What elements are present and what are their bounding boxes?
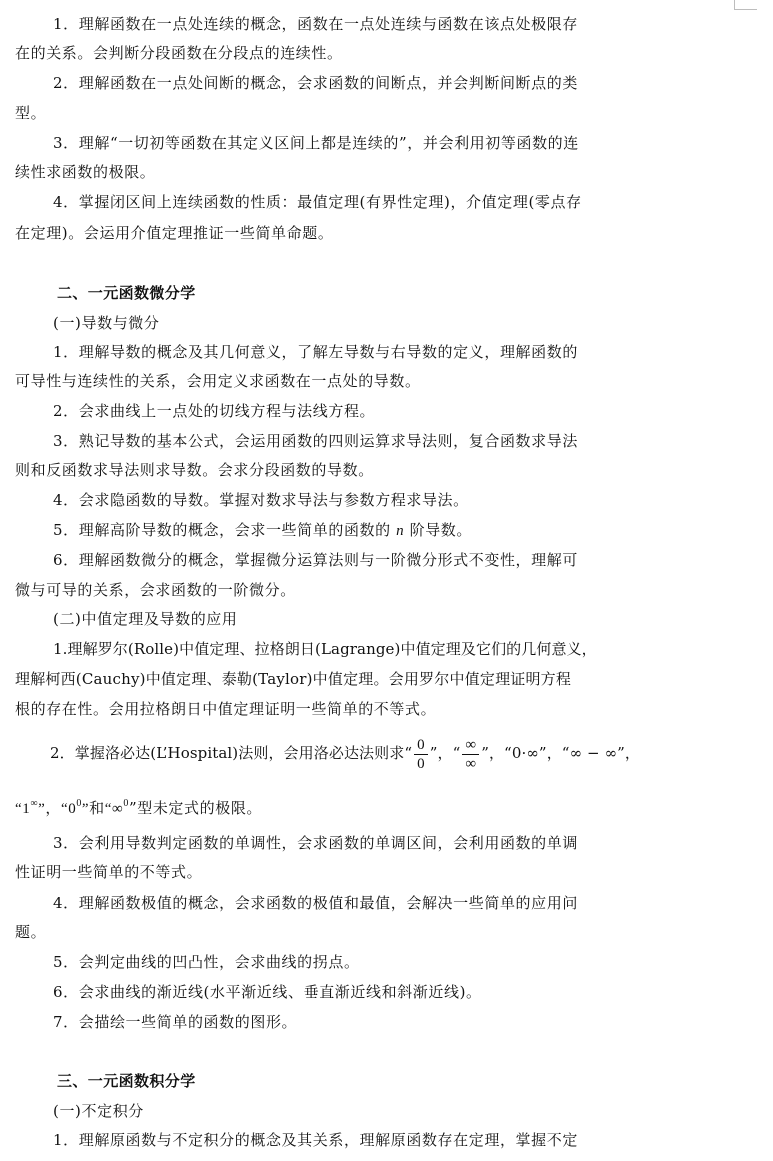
section-heading: 二、一元函数微分学 bbox=[57, 284, 196, 302]
fraction-inf-over-inf bbox=[462, 736, 479, 773]
formula-line bbox=[0, 730, 773, 776]
superscript: 0 bbox=[123, 798, 129, 809]
text-segment: “1 bbox=[15, 801, 31, 817]
text-segment: ”，“0·∞”，“∞ − ∞”， bbox=[481, 744, 641, 762]
text-line: 可导性与连续性的关系，会用定义求函数在一点处的导数。 bbox=[15, 372, 421, 390]
text-segment: 2．掌握洛必达(L’Hospital)法则，会用洛必达法则求“ bbox=[50, 744, 413, 762]
text-line: 1．理解原函数与不定积分的概念及其关系，理解原函数存在定理，掌握不定 bbox=[53, 1131, 578, 1149]
fraction-denominator: 0 bbox=[417, 755, 425, 772]
text-line: 1．理解函数在一点处连续的概念，函数在一点处连续与函数在该点处极限存 bbox=[53, 15, 578, 33]
text-segment: 阶导数。 bbox=[409, 521, 473, 539]
text-segment: ”，“ bbox=[429, 744, 461, 762]
text-line: 微与可导的关系，会求函数的一阶微分。 bbox=[15, 581, 296, 599]
text-line: 1．理解导数的概念及其几何意义，了解左导数与右导数的定义，理解函数的 bbox=[53, 343, 578, 361]
text-line: 根的存在性。会用拉格朗日中值定理证明一些简单的不等式。 bbox=[15, 700, 437, 718]
text-segment: ”型未定式的极限。 bbox=[128, 799, 263, 817]
subsection-heading: (一)不定积分 bbox=[53, 1102, 144, 1120]
text-line: 4．理解函数极值的概念，会求函数的极值和最值，会解决一些简单的应用问 bbox=[53, 894, 578, 912]
text-line: 3．会利用导数判定函数的单调性，会求函数的单调区间，会利用函数的单调 bbox=[53, 834, 578, 852]
text-line: 6．理解函数微分的概念，掌握微分运算法则与一阶微分形式不变性，理解可 bbox=[53, 551, 578, 569]
text-line: 则和反函数求导法则求导数。会求分段函数的导数。 bbox=[15, 461, 374, 479]
text-line: 5．会判定曲线的凹凸性，会求曲线的拐点。 bbox=[53, 953, 360, 971]
section-heading: 三、一元函数积分学 bbox=[57, 1072, 196, 1090]
text-line: 续性求函数的极限。 bbox=[15, 163, 156, 181]
fraction-zero-over-zero bbox=[414, 736, 428, 773]
math-variable-n: n bbox=[396, 523, 405, 539]
page-corner-mark bbox=[734, 0, 757, 10]
text-line: 理解柯西(Cauchy)中值定理、泰勒(Taylor)中值定理。会用罗尔中值定理证明方程 bbox=[15, 670, 572, 688]
text-line: 2．理解函数在一点处间断的概念，会求函数的间断点，并会判断间断点的类 bbox=[53, 74, 578, 92]
text-line: 型。 bbox=[15, 104, 47, 122]
subsection-heading: (一)导数与微分 bbox=[53, 314, 160, 332]
text-line: 3．理解“一切初等函数在其定义区间上都是连续的”，并会利用初等函数的连 bbox=[53, 134, 579, 152]
fraction-denominator: ∞ bbox=[465, 755, 477, 772]
text-line: 在的关系。会判断分段函数在分段点的连续性。 bbox=[15, 44, 343, 62]
superscript: ∞ bbox=[30, 798, 39, 809]
text-line: 2．会求曲线上一点处的切线方程与法线方程。 bbox=[53, 402, 376, 420]
subsection-heading: (二)中值定理及导数的应用 bbox=[53, 610, 238, 628]
text-line: 7．会描绘一些简单的函数的图形。 bbox=[53, 1013, 298, 1031]
text-segment: ”，“0 bbox=[38, 801, 77, 817]
fraction-numerator: 0 bbox=[414, 736, 428, 755]
formula-line bbox=[0, 793, 773, 820]
text-line: 1.理解罗尔(Rolle)中值定理、拉格朗日(Lagrange)中值定理及它们的几何意义， bbox=[53, 640, 597, 658]
text-line: 4．掌握闭区间上连续函数的性质：最值定理(有界性定理)，介值定理(零点存 bbox=[53, 193, 582, 211]
text-line: 题。 bbox=[15, 923, 47, 941]
text-line: 6．会求曲线的渐近线(水平渐近线、垂直渐近线和斜渐近线)。 bbox=[53, 983, 482, 1001]
text-line: 性证明一些简单的不等式。 bbox=[15, 863, 203, 881]
text-line bbox=[0, 519, 773, 542]
text-line: 在定理)。会运用介值定理推证一些简单命题。 bbox=[15, 224, 334, 242]
superscript: 0 bbox=[76, 798, 82, 809]
fraction-numerator: ∞ bbox=[462, 736, 479, 755]
text-line: 3．熟记导数的基本公式，会运用函数的四则运算求导法则，复合函数求导法 bbox=[53, 432, 578, 450]
text-line: 4．会求隐函数的导数。掌握对数求导法与参数方程求导法。 bbox=[53, 491, 469, 509]
text-segment: ”和“∞ bbox=[81, 801, 124, 817]
text-segment: 5．理解高阶导数的概念，会求一些简单的函数的 bbox=[53, 521, 391, 539]
